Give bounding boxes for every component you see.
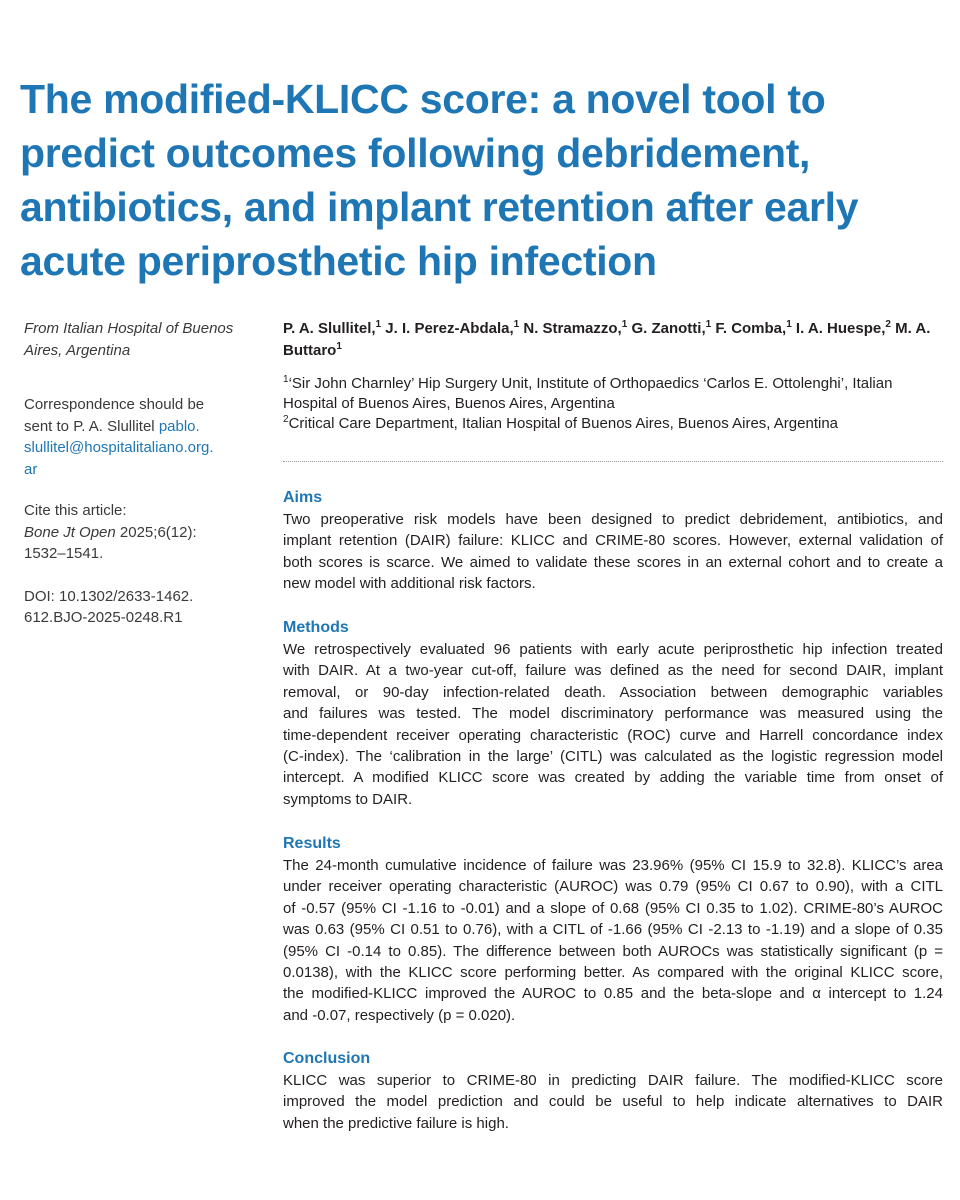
affiliation-1 xyxy=(283,374,943,394)
affiliation-text: Critical Care Department, Italian Hospital of Buenos Aires, Buenos Aires, Argentina xyxy=(288,415,839,432)
author-line xyxy=(283,318,943,340)
institution-line: From Italian Hospital of Buenos xyxy=(24,320,234,337)
title-line: predict outcomes following debridement, xyxy=(20,130,811,176)
cite-journal: Bone Jt Open xyxy=(24,523,116,541)
body-line: (95% CI -0.14 to 0.85). The difference between both AUROCs was statistically significant (p = xyxy=(283,942,943,960)
author-affiliation-marker: 1 xyxy=(786,319,792,330)
cite-pages: 1532–1541. xyxy=(24,545,104,562)
title-line: acute periprosthetic hip infection xyxy=(20,238,657,284)
author-name: P. A. Slullitel, xyxy=(283,320,376,337)
author-affiliation-marker: 2 xyxy=(885,319,891,330)
author-line xyxy=(283,340,943,362)
author-name: I. A. Huespe, xyxy=(791,320,886,337)
affiliation-text: ‘Sir John Charnley’ Hip Surgery Unit, Institute of Orthopaedics ‘Carlos E. Ottolenghi’, Italian xyxy=(288,375,893,392)
body-line: 0.0138), with the KLICC score performing better. As compared with the original KLICC score, xyxy=(283,964,943,982)
body-line: removal, or 90-day infection-related death. Association between demographic variables xyxy=(283,683,943,701)
body-line: both scores is scarce. We aimed to validate these scores in an external cohort and to create a xyxy=(283,553,943,571)
institution-line: Aires, Argentina xyxy=(24,341,131,359)
affiliations xyxy=(283,374,943,434)
author-name: F. Comba, xyxy=(711,320,787,337)
cite-reference xyxy=(24,522,264,544)
body-line: new model with additional risk factors. xyxy=(283,575,536,593)
email-link[interactable]: ar xyxy=(24,460,38,478)
correspondence-note xyxy=(24,394,264,480)
correspondence-line: Correspondence should be xyxy=(24,396,205,413)
section-conclusion xyxy=(283,1048,943,1134)
author-list xyxy=(283,318,943,362)
affiliation-marker: 1 xyxy=(283,374,289,385)
body-line: under receiver operating characteristic (AUROC) was 0.79 (95% CI 0.67 to 0.90), with a CITL xyxy=(283,878,943,896)
cite-label: Cite this article: xyxy=(24,502,127,519)
body-line: was 0.63 (95% CI 0.51 to 0.76), with a CITL of -1.66 (95% CI -2.13 to -1.19) and a slope of 0.35 xyxy=(283,921,943,939)
body-line: (C-index). The ‘calibration in the large’ (CITL) was calculated as the logistic regression model xyxy=(283,748,943,766)
section-aims xyxy=(283,487,943,595)
body-line: when the predictive failure is high. xyxy=(283,1114,509,1132)
email-link[interactable]: pablo. xyxy=(158,417,200,435)
section-divider xyxy=(283,461,943,462)
section-heading: Aims xyxy=(283,489,323,506)
doi-line: DOI: 10.1302/2633-1462. xyxy=(24,587,194,605)
body-line: with DAIR. At a two-year cut-off, failure was defined as the need for second DAIR, implant xyxy=(283,662,943,680)
author-affiliation-marker: 1 xyxy=(336,341,342,352)
section-heading: Results xyxy=(283,835,341,852)
author-name: N. Stramazzo, xyxy=(519,320,622,337)
affiliation-1-cont: Hospital of Buenos Aires, Buenos Aires, Argentina xyxy=(283,395,615,412)
author-name: Buttaro xyxy=(283,342,337,359)
section-body xyxy=(283,509,943,595)
body-line: and -0.07, respectively (p = 0.020). xyxy=(283,1006,516,1024)
article-title xyxy=(20,72,940,288)
author-name: M. A. xyxy=(890,320,931,337)
author-affiliation-marker: 1 xyxy=(375,319,382,330)
section-heading: Conclusion xyxy=(283,1050,371,1067)
institution-note xyxy=(24,318,264,361)
affiliation-marker: 2 xyxy=(283,414,289,425)
body-line: The 24-month cumulative incidence of failure was 23.96% (95% CI 15.9 to 32.8). KLICC’s area xyxy=(283,857,943,874)
body-line: implant retention (DAIR) failure: KLICC and CRIME-80 scores. However, external validation of xyxy=(283,532,943,550)
article-sidebar xyxy=(24,318,264,651)
body-line: of -0.57 (95% CI -1.16 to -0.01) and a slope of 0.68 (95% CI 0.35 to 1.02). CRIME-80’s AUROC xyxy=(283,899,943,917)
affiliation-2 xyxy=(283,414,943,434)
section-body xyxy=(283,639,943,810)
body-line: the modified-KLICC improved the AUROC to 0.85 and the beta-slope and α intercept to 1.24 xyxy=(283,985,943,1003)
body-line: time-dependent receiver operating characteristic (ROC) curve and Harrell concordance index xyxy=(283,726,943,744)
title-line: antibiotics, and implant retention after early xyxy=(20,184,859,230)
citation-note xyxy=(24,500,264,565)
body-line: KLICC was superior to CRIME-80 in predicting DAIR failure. The modified-KLICC score xyxy=(283,1072,943,1089)
author-affiliation-marker: 1 xyxy=(513,319,520,330)
author-name: G. Zanotti, xyxy=(627,320,706,337)
email-link[interactable]: slullitel@hospitalitaliano.org. xyxy=(24,439,214,456)
author-affiliation-marker: 1 xyxy=(621,319,628,330)
section-results xyxy=(283,833,943,1026)
section-body xyxy=(283,1070,943,1134)
section-heading: Methods xyxy=(283,619,349,636)
body-line: Two preoperative risk models have been designed to predict debridement, antibiotics, and xyxy=(283,511,943,528)
author-affiliation-marker: 1 xyxy=(705,319,712,330)
body-line: and failures was tested. The model discriminatory performance was measured using the xyxy=(283,705,943,723)
correspondence-text: sent to P. A. Slullitel xyxy=(24,417,159,435)
body-line: improved the model prediction and could be useful to help indicate alternatives to DAIR xyxy=(283,1093,943,1111)
correspondence-line xyxy=(24,416,264,438)
body-line: We retrospectively evaluated 96 patients with early acute periprosthetic hip infection treated xyxy=(283,641,943,658)
author-name: J. I. Perez-Abdala, xyxy=(381,320,514,337)
doi-note xyxy=(24,586,264,629)
cite-volume: 2025;6(12): xyxy=(115,523,197,541)
body-line: intercept. A modified KLICC score was created by adding the variable time from onset of xyxy=(283,769,943,787)
body-line: symptoms to DAIR. xyxy=(283,790,413,808)
section-methods xyxy=(283,617,943,810)
doi-line: 612.BJO-2025-0248.R1 xyxy=(24,609,183,626)
section-body xyxy=(283,855,943,1026)
article-header-main xyxy=(283,318,943,434)
title-line: The modified-KLICC score: a novel tool to xyxy=(20,76,826,122)
